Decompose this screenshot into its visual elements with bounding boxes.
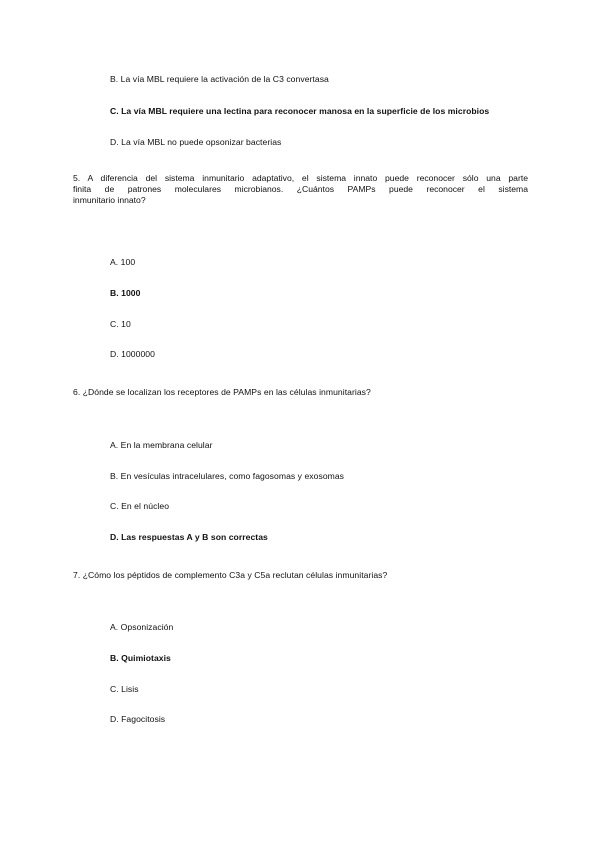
q5-option-a: A. 100 xyxy=(110,257,136,267)
q7-option-d: D. Fagocitosis xyxy=(110,714,166,724)
q5-question-line-3: inmunitario innato? xyxy=(73,195,146,205)
q6-option-a: A. En la membrana celular xyxy=(110,440,213,450)
q7-option-c: C. Lisis xyxy=(110,684,139,694)
q6-question: 6. ¿Dónde se localizan los receptores de PAMPs en las células inmunitarias? xyxy=(73,387,371,397)
q5-option-c: C. 10 xyxy=(110,319,131,329)
q6-option-d-correct: D. Las respuestas A y B son correctas xyxy=(110,532,268,542)
q6-option-c: C. En el núcleo xyxy=(110,501,170,511)
q5-option-b-correct: B. 1000 xyxy=(110,288,141,298)
q4-option-d: D. La vía MBL no puede opsonizar bacterias xyxy=(110,137,282,147)
q5-question xyxy=(73,173,528,206)
q5-option-d: D. 1000000 xyxy=(110,349,155,359)
q5-question-line-1: 5. A diferencia del sistema inmunitario adaptativo, el sistema innato puede reconocer sólo una parte xyxy=(73,173,528,183)
q4-option-c-correct: C. La vía MBL requiere una lectina para reconocer manosa en la superficie de los microbios xyxy=(110,106,490,116)
q5-question-line-2: finita de patrones moleculares microbianos. ¿Cuántos PAMPs puede reconocer el sistema xyxy=(73,184,528,194)
q6-option-b: B. En vesículas intracelulares, como fagosomas y exosomas xyxy=(110,471,345,481)
q7-question: 7. ¿Cómo los péptidos de complemento C3a y C5a reclutan células inmunitarias? xyxy=(73,570,388,580)
q7-option-a: A. Opsonización xyxy=(110,622,174,632)
q7-option-b-correct: B. Quimiotaxis xyxy=(110,653,171,663)
q4-option-b: B. La vía MBL requiere la activación de la C3 convertasa xyxy=(110,74,329,84)
